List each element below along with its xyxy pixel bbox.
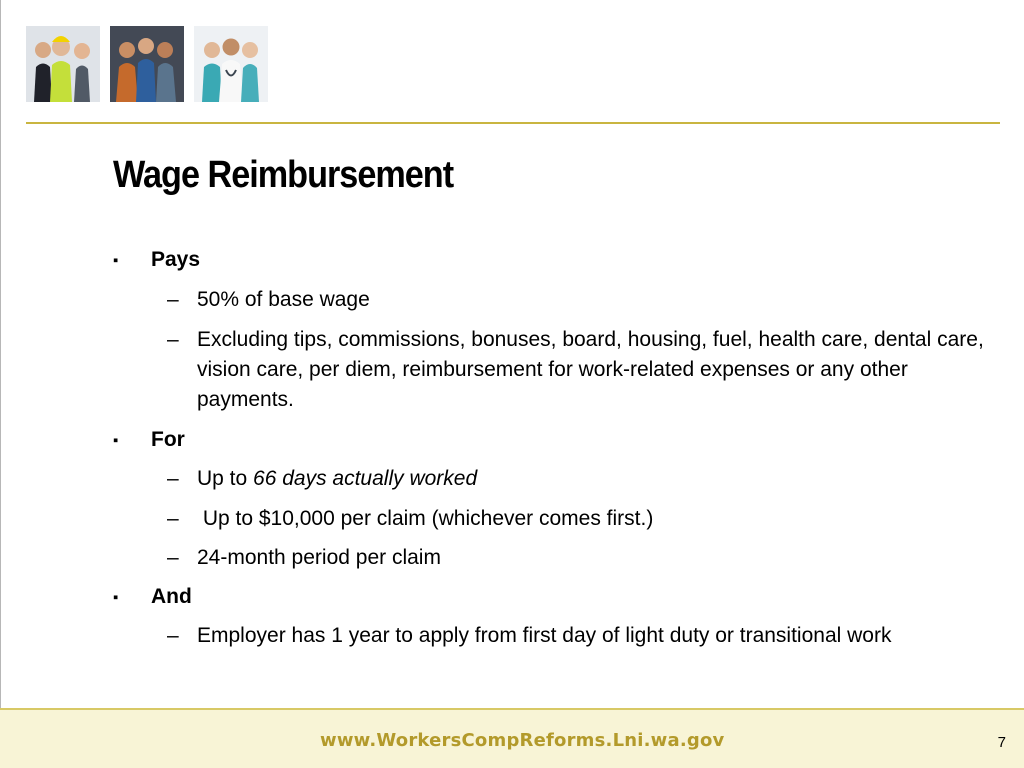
- list-item: [167, 285, 987, 315]
- list-item: [167, 464, 987, 494]
- dash-bullet-icon: –: [167, 624, 179, 647]
- dash-bullet-icon: –: [167, 467, 179, 490]
- bullet-for: [113, 425, 185, 456]
- emphasis-text: 66 days actually worked: [253, 467, 478, 490]
- list-item: [167, 543, 987, 573]
- header-divider: [26, 122, 1000, 124]
- medical-staff-photo: [194, 26, 268, 102]
- list-item-text: 50% of base wage: [197, 288, 370, 311]
- list-item-text: Up to $10,000 per claim (whichever comes first.): [197, 507, 654, 530]
- list-item-text: [197, 464, 987, 494]
- bullet-heading: For: [151, 428, 185, 451]
- list-item: [167, 504, 987, 534]
- slide-edge: [0, 0, 1, 768]
- team-photo: [110, 26, 184, 102]
- bullet-heading: Pays: [151, 248, 201, 271]
- footer-url-link[interactable]: www.WorkersCompReforms.Lni.wa.gov: [320, 730, 725, 751]
- list-item-text: 24-month period per claim: [197, 546, 441, 569]
- worker-group-photo: [26, 26, 100, 102]
- dash-bullet-icon: –: [167, 328, 179, 351]
- square-bullet-icon: ▪: [113, 252, 119, 269]
- page-number: 7: [997, 734, 1006, 751]
- list-item: [167, 325, 987, 415]
- dash-bullet-icon: –: [167, 507, 179, 530]
- footer-bar: [0, 708, 1024, 768]
- header-photos: [26, 26, 270, 102]
- dash-bullet-icon: –: [167, 288, 179, 311]
- square-bullet-icon: ▪: [113, 589, 119, 606]
- bullet-and: [113, 582, 192, 613]
- dash-bullet-icon: –: [167, 546, 179, 569]
- list-item-text: Excluding tips, commissions, bonuses, board, housing, fuel, health care, dental care, vision care, per diem, reimbursement for work-related expenses or any other payments.: [197, 328, 984, 411]
- square-bullet-icon: ▪: [113, 432, 119, 449]
- bullet-pays: [113, 245, 200, 276]
- list-item-text: Employer has 1 year to apply from first day of light duty or transitional work: [197, 624, 892, 647]
- slide-title: Wage Reimbursement: [113, 154, 454, 196]
- list-item: [167, 621, 987, 651]
- list-item-prefix: Up to: [197, 467, 254, 490]
- bullet-heading: And: [151, 585, 192, 608]
